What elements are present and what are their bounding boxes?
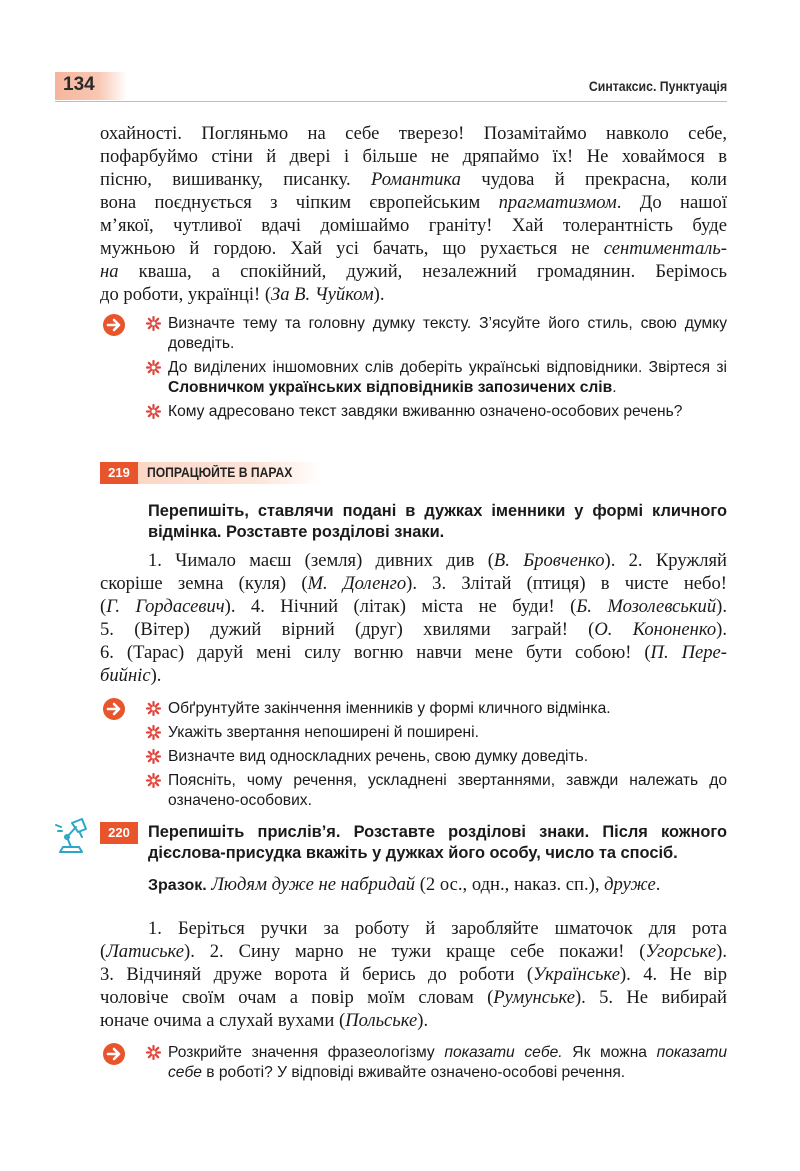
question-item [145,1043,727,1083]
text-segment: Українське [533,964,620,985]
exercise-220-text [100,917,727,1032]
text-segment: юначе очима а слухай вухами ( [100,1010,346,1031]
text-segment: До виділених іншомовних слів доберіть українські відповідники. Звіртеся зі [168,359,727,376]
question-item [145,771,727,811]
text-segment: . [612,379,617,396]
text-segment: ). 4. Не вір [619,964,727,985]
text-segment: скоріше земна (куля) ( [100,573,308,594]
section-tag-219 [100,462,322,484]
text-segment: Польське [345,1010,418,1031]
text-segment: Романтика [371,169,461,190]
text-segment: показати себе [168,1044,727,1081]
text-segment: ). 4. Нічний (літак) міста не буди! ( [224,596,577,617]
text-line [100,1009,727,1032]
text-line [100,963,727,986]
questions-list-1 [145,314,727,426]
desk-lamp-icon [52,815,94,857]
text-segment: ( [100,941,107,962]
snowflake-bullet-icon [145,403,162,420]
snowflake-bullet-icon [145,1044,162,1061]
task-219: Перепишіть, ставлячи подані в дужках іменники у формі кличного відмінка. Розставте розділові знаки. [148,502,727,541]
text-segment: За В. Чуйком [271,284,374,305]
text-segment: до роботи, українці! ( [100,284,272,305]
text-segment: 1. Чимало маєш (земля) дивних див ( [148,550,494,571]
question-text: Визначте вид односкладних речень, свою думку доведіть. [168,748,589,765]
questions-list-219 [145,699,727,815]
text-line [100,986,727,1009]
text-segment: ). [417,1010,429,1031]
text-segment: охайності. Погляньмо на себе тверезо! Позамітаймо навколо себе, [100,123,727,144]
text-segment: 1. Беріться ручки за роботу й заробляйте шматочок для рота [148,918,727,939]
exercise-number-220: 220 [100,822,138,844]
text-segment: бийніс [100,665,151,686]
header-rule [55,101,727,102]
text-segment: ). [716,619,727,640]
section-label: ПОПРАЦЮЙТЕ В ПАРАХ [147,465,293,480]
text-line [100,618,727,641]
snowflake-bullet-icon [145,700,162,717]
sample-line: Зразок. Людям дуже не набридай (2 ос., одн., наказ. сп.), друже. [148,874,661,895]
text-segment: пісню, вишиванку, писанку. [100,169,372,190]
text-segment: Визначте тему та головну думку тексту. З’ясуйте його стиль, свою думку доведіть. [168,315,727,352]
text-line [100,664,727,687]
text-line [100,595,727,618]
text-segment: 5. (Вітер) дужий вірний (друг) хвилями заграй! ( [100,619,595,640]
text-segment: ). 5. Не вибирай [574,987,727,1008]
text-line [100,549,727,572]
question-text: Поясніть, чому речення, ускладнені звертаннями, завжди належать до означено-особових. [168,772,727,809]
snowflake-bullet-icon [145,772,162,789]
text-line [100,214,727,237]
snowflake-bullet-icon [145,724,162,741]
text-line [100,260,727,283]
text-segment: на [100,261,119,282]
text-segment: Угорське [645,941,717,962]
text-segment: прагматизмом [498,192,617,213]
page-number: 134 [63,74,95,95]
snowflake-bullet-icon [145,315,162,332]
question-item [145,747,727,767]
text-segment: пофарбуймо стіни й двері і більше не дряпаймо їх! Не ховаймося в [100,146,727,167]
text-segment: М. Доленго [307,573,407,594]
sample-italic: Людям дуже не набридай [211,874,416,895]
text-segment: кваша, а спокійний, дужий, незалежний громадянин. Берімось [118,261,727,282]
text-segment: Г. Гордасевич [106,596,225,617]
text-line [100,145,727,168]
text-segment: ). 2. Сину марно не тужи краще себе покажи! ( [184,941,646,962]
text-segment: Розкрийте значення фразеологізму [168,1044,445,1061]
arrow-right-icon [103,698,125,720]
question-item [145,314,727,354]
text-segment: сентименталь- [603,238,727,259]
text-line [100,168,727,191]
text-segment: ). [373,284,385,305]
text-segment: в роботі? У відповіді вживайте означено-особові речення. [201,1064,626,1081]
sample-rest: (2 ос., одн., наказ. сп.), [415,874,605,895]
question-item [145,699,727,719]
exercise-219-text [100,549,727,687]
text-segment: 3. Відчиняй друже ворота й берись до роботи ( [100,964,534,985]
questions-list-220 [145,1043,727,1087]
sample-label: Зразок. [148,877,207,894]
task-220: Перепишіть прислів’я. Розставте розділові знаки. Після кожного дієслова-присудка вкажіть у дужках його особу, число та спосіб. [148,823,727,862]
text-segment: мужньою й гордою. Хай усі бачать, що рухається не [100,238,604,259]
text-segment: Словничком українських відповідників запозичених слів [168,379,613,396]
sample-end: друже [604,874,656,895]
text-line [100,191,727,214]
page-header [55,72,727,102]
text-line [100,283,727,306]
text-segment: Латиське [106,941,185,962]
text-segment: ). 2. Кружляй [604,550,728,571]
text-line [100,940,727,963]
text-segment: ). [716,596,727,617]
text-segment: вона поєднується з чіпким європейським [100,192,499,213]
text-segment: ). 3. Злітай (птиця) в чисте небо! [406,573,727,594]
question-item [145,723,727,743]
page-number-box [55,72,127,100]
snowflake-bullet-icon [145,359,162,376]
text-segment: показати себе. [444,1044,563,1061]
question-text: Укажіть звертання непоширені й поширені. [168,724,479,741]
text-segment: чудова й прекрасна, коли [460,169,727,190]
text-line [100,641,727,664]
arrow-right-icon [103,314,125,336]
text-segment: П. Пере- [650,642,727,663]
question-item [145,402,727,422]
text-segment: ( [100,596,107,617]
text-segment: . До нашої [616,192,727,213]
text-segment: чоловіче своїм очам а повір моїм словам ( [100,987,494,1008]
exercise-number-219: 219 [100,462,138,484]
snowflake-bullet-icon [145,748,162,765]
text-line [100,572,727,595]
running-title: Синтаксис. Пунктуація [588,78,727,94]
text-segment: ). [716,941,727,962]
text-segment: м’якої, чутливої вдачі домішаймо граніту! Хай толерантність буде [100,215,727,236]
text-segment: В. Бровченко [493,550,605,571]
text-segment: Кому адресовано текст завдяки вживанню означено-особових речень? [168,403,683,420]
text-line [100,237,727,260]
text-segment: Як можна [562,1044,657,1061]
question-item [145,358,727,398]
text-segment: ). [150,665,162,686]
text-segment: 6. (Тарас) даруй мені силу вогню навчи мене бути собою! ( [100,642,651,663]
intro-text [100,122,727,306]
arrow-right-icon [103,1043,125,1065]
question-text: Обґрунтуйте закінчення іменників у формі кличного відмінка. [168,700,611,717]
text-segment: Румунське [493,987,575,1008]
text-line [100,917,727,940]
text-segment: О. Кононенко [594,619,717,640]
text-line [100,122,727,145]
text-segment: Б. Мозолевський [576,596,717,617]
